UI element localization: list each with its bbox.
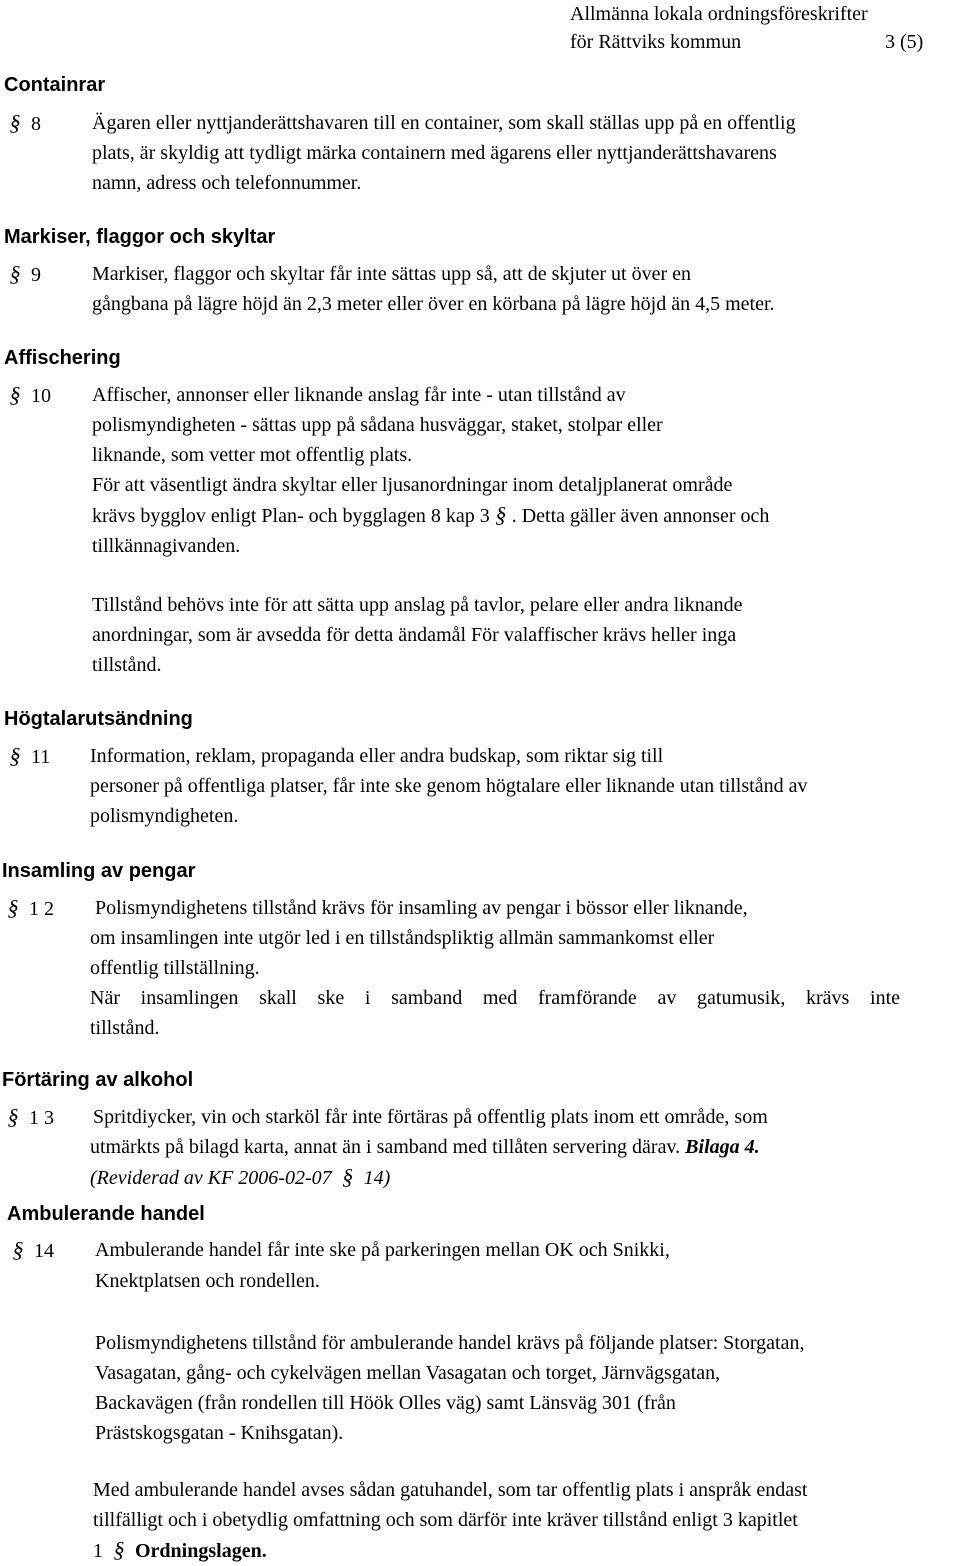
paragraph-12-text: Polismyndighetens tillstånd krävs för insamling av pengar i bössor eller liknande, om insamlingen inte utgör led i en tillståndspliktig allmän sammankomst eller offentlig tillställning. När insamlingen skall ske i samband med framförande av gatumusik, krävs inte tillstånd. <box>90 897 900 1039</box>
paragraph-number-14: § 14 <box>7 1235 54 1266</box>
revision-note: (Reviderad av KF 2006-02-07 § 14) <box>90 1162 768 1193</box>
section-symbol: § <box>7 1104 19 1129</box>
law-reference: Ordningslagen. <box>135 1540 267 1562</box>
header-title: Allmänna lokala ordningsföreskrifter <box>570 3 868 25</box>
section-symbol: § <box>12 1237 24 1262</box>
paragraph-13-text: Spritdiycker, vin och starköl får inte förtäras på offentlig plats inom ett område, som utmärkts på bilagd karta, annat än i samband med tillåten servering därav. Bilaga 4. (Reviderad av KF 2006-02-07 § 14) <box>90 1102 768 1193</box>
section-heading-containrar: Containrar <box>4 74 106 96</box>
paragraph-number-10: § 10 <box>4 380 51 411</box>
paragraph-number-12: § 1 2 <box>2 893 54 924</box>
section-symbol: § <box>9 261 21 286</box>
section-symbol: § <box>113 1537 125 1562</box>
section-symbol: § <box>495 502 507 527</box>
section-heading-affischering: Affischering <box>4 347 121 369</box>
section-heading-hogtalarutsandning: Högtalarutsändning <box>4 708 193 730</box>
paragraph-number-9: § 9 <box>4 259 41 290</box>
paragraph-8-text: Ägaren eller nyttjanderättshavaren till en container, som skall ställas upp på en offentlig plats, är skyldig att tydligt märka containern med ägarens eller nyttjanderättshavarens namn, adress och telefonnummer. <box>92 112 796 194</box>
paragraph-9-text: Markiser, flaggor och skyltar får inte sättas upp så, att de skjuter ut över en gångbana på lägre höjd än 2,3 meter eller över en körbana på lägre höjd än 4,5 meter. <box>92 263 775 315</box>
paragraph-number-11: § 11 <box>4 741 50 772</box>
paragraph-14-definition: Med ambulerande handel avses sådan gatuhandel, som tar offentlig plats i anspråk endast tillfälligt och i obetydlig omfattning och som därför inte kräver tillstånd enligt 3 kapitlet 1 § Ordningslagen. <box>93 1475 807 1566</box>
section-symbol: § <box>9 110 21 135</box>
paragraph-14-text: Ambulerande handel får inte ske på parkeringen mellan OK och Snikki, Knektplatsen och rondellen. <box>95 1239 670 1292</box>
paragraph-10-text: Affischer, annonser eller liknande anslag får inte - utan tillstånd av polismyndigheten - sättas upp på sådana husväggar, staket, stolpar eller liknande, som vetter mot offentlig plats. För att väsentligt ändra skyltar eller ljusanordningar inom detaljplanerat område krävs bygglov enligt Plan- och bygglagen 8 kap 3 § . Detta gäller även annonser och tillkännagivanden. <box>92 384 770 557</box>
annex-reference: Bilaga 4. <box>685 1136 760 1158</box>
paragraph-number-13: § 1 3 <box>2 1102 54 1133</box>
section-heading-markiser: Markiser, flaggor och skyltar <box>4 226 276 248</box>
section-heading-fortaring: Förtäring av alkohol <box>2 1069 194 1091</box>
section-symbol: § <box>342 1164 354 1189</box>
header-subtitle: för Rättviks kommun <box>570 31 742 53</box>
section-symbol: § <box>7 895 19 920</box>
section-heading-insamling: Insamling av pengar <box>2 860 196 882</box>
page-number: 3 (5) <box>885 31 924 53</box>
section-symbol: § <box>9 743 21 768</box>
paragraph-14-places: Polismyndighetens tillstånd för ambulerande handel krävs på följande platser: Storgatan, Vasagatan, gång- och cykelvägen mellan Vasagatan och torget, Järnvägsgatan, Backavägen (från rondellen till Höök Olles väg) samt Länsväg 301 (från Prästskogsgatan - Knihsgatan). <box>95 1332 805 1444</box>
paragraph-10-note: Tillstånd behövs inte för att sätta upp anslag på tavlor, pelare eller andra liknande anordningar, som är avsedda för detta ändamål För valaffischer krävs heller inga tillstånd. <box>92 594 743 676</box>
paragraph-11-text: Information, reklam, propaganda eller andra budskap, som riktar sig till personer på offentliga platser, får inte ske genom högtalare eller liknande utan tillstånd av polismyndigheten. <box>90 745 808 827</box>
paragraph-number-8: § 8 <box>4 108 41 139</box>
section-heading-ambulerande-handel: Ambulerande handel <box>7 1203 205 1225</box>
section-symbol: § <box>9 382 21 407</box>
